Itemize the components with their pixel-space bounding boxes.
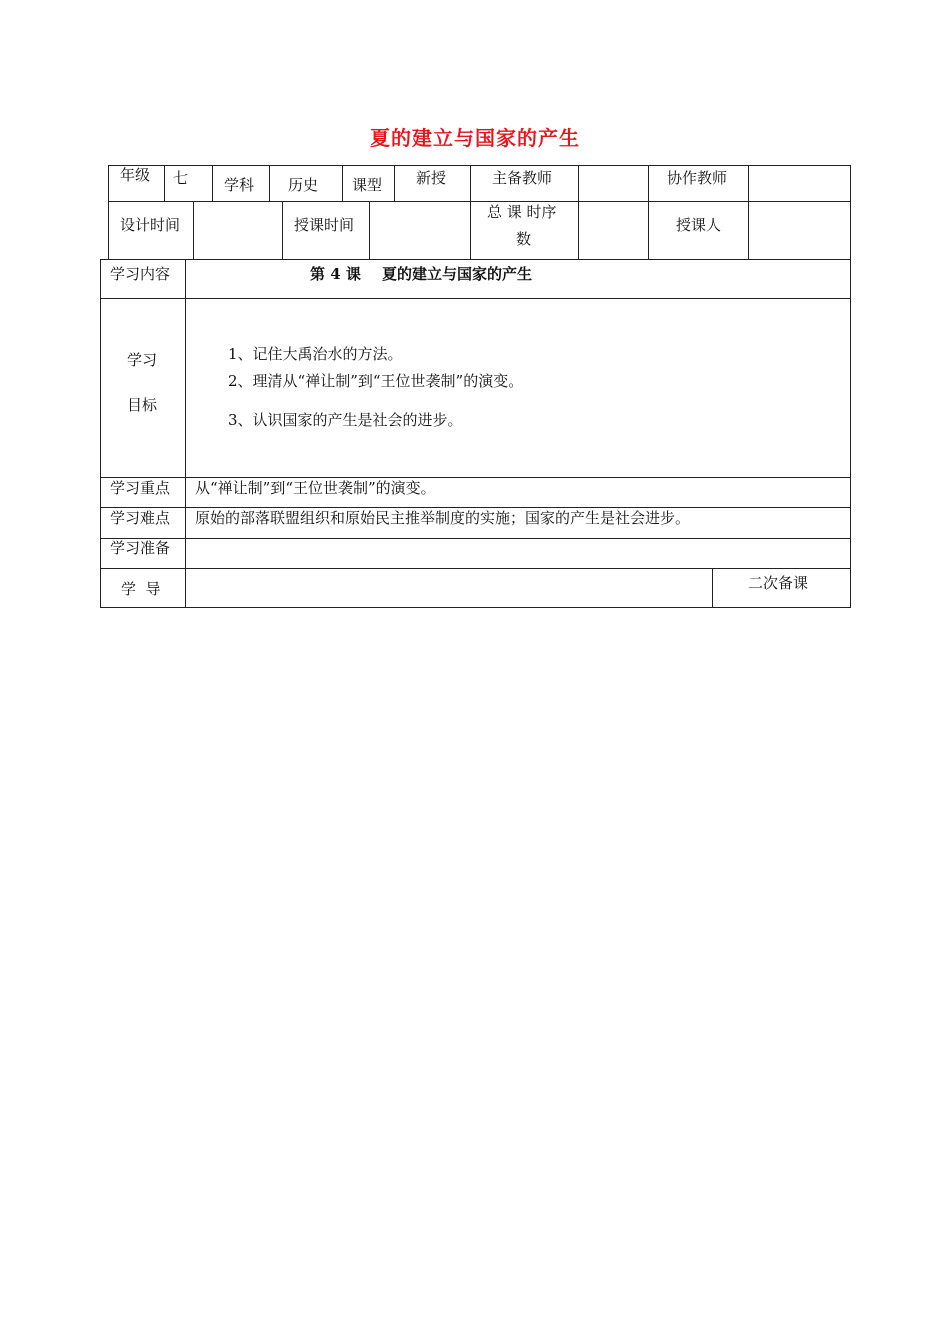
key-points-label: 学习重点 [110, 479, 171, 497]
grade-value: 七 [173, 169, 189, 187]
goals-label-line1: 学习 [127, 351, 158, 369]
teacher-label: 授课人 [676, 216, 722, 234]
key-points-text: 从“禅让制”到“王位世袭制”的演变。 [195, 479, 436, 497]
guide-label: 学 导 [121, 580, 161, 598]
grade-label: 年级 [120, 166, 151, 184]
subject-value: 历史 [288, 176, 319, 194]
goal-item: 3、认识国家的产生是社会的进步。 [228, 411, 463, 429]
difficulty-text: 原始的部落联盟组织和原始民主推举制度的实施；国家的产生是社会进步。 [195, 509, 691, 527]
total-hours-label-line1: 总 课 时序 [487, 203, 557, 221]
total-hours-label-line2: 数 [516, 230, 532, 248]
goal-item: 1、记住大禹治水的方法。 [228, 345, 403, 363]
teach-time-label: 授课时间 [294, 216, 355, 234]
lesson-title: 夏的建立与国家的产生 [382, 265, 533, 283]
lesson-number: 第 4 课 [310, 265, 361, 283]
difficulty-label: 学习难点 [110, 509, 171, 527]
goals-label-line2: 目标 [127, 396, 158, 414]
preparation-label: 学习准备 [110, 539, 171, 557]
design-time-label: 设计时间 [120, 216, 181, 234]
lead-teacher-label: 主备教师 [492, 169, 553, 187]
document-title: 夏的建立与国家的产生 [370, 126, 580, 150]
lesson-type-label: 课型 [352, 176, 383, 194]
goal-item: 2、理清从“禅让制”到“王位世袭制”的演变。 [228, 372, 524, 390]
lesson-type-value: 新授 [416, 169, 447, 187]
content-label: 学习内容 [110, 265, 171, 283]
second-prep-label: 二次备课 [748, 574, 809, 592]
subject-label: 学科 [224, 176, 255, 194]
co-teacher-label: 协作教师 [667, 169, 728, 187]
